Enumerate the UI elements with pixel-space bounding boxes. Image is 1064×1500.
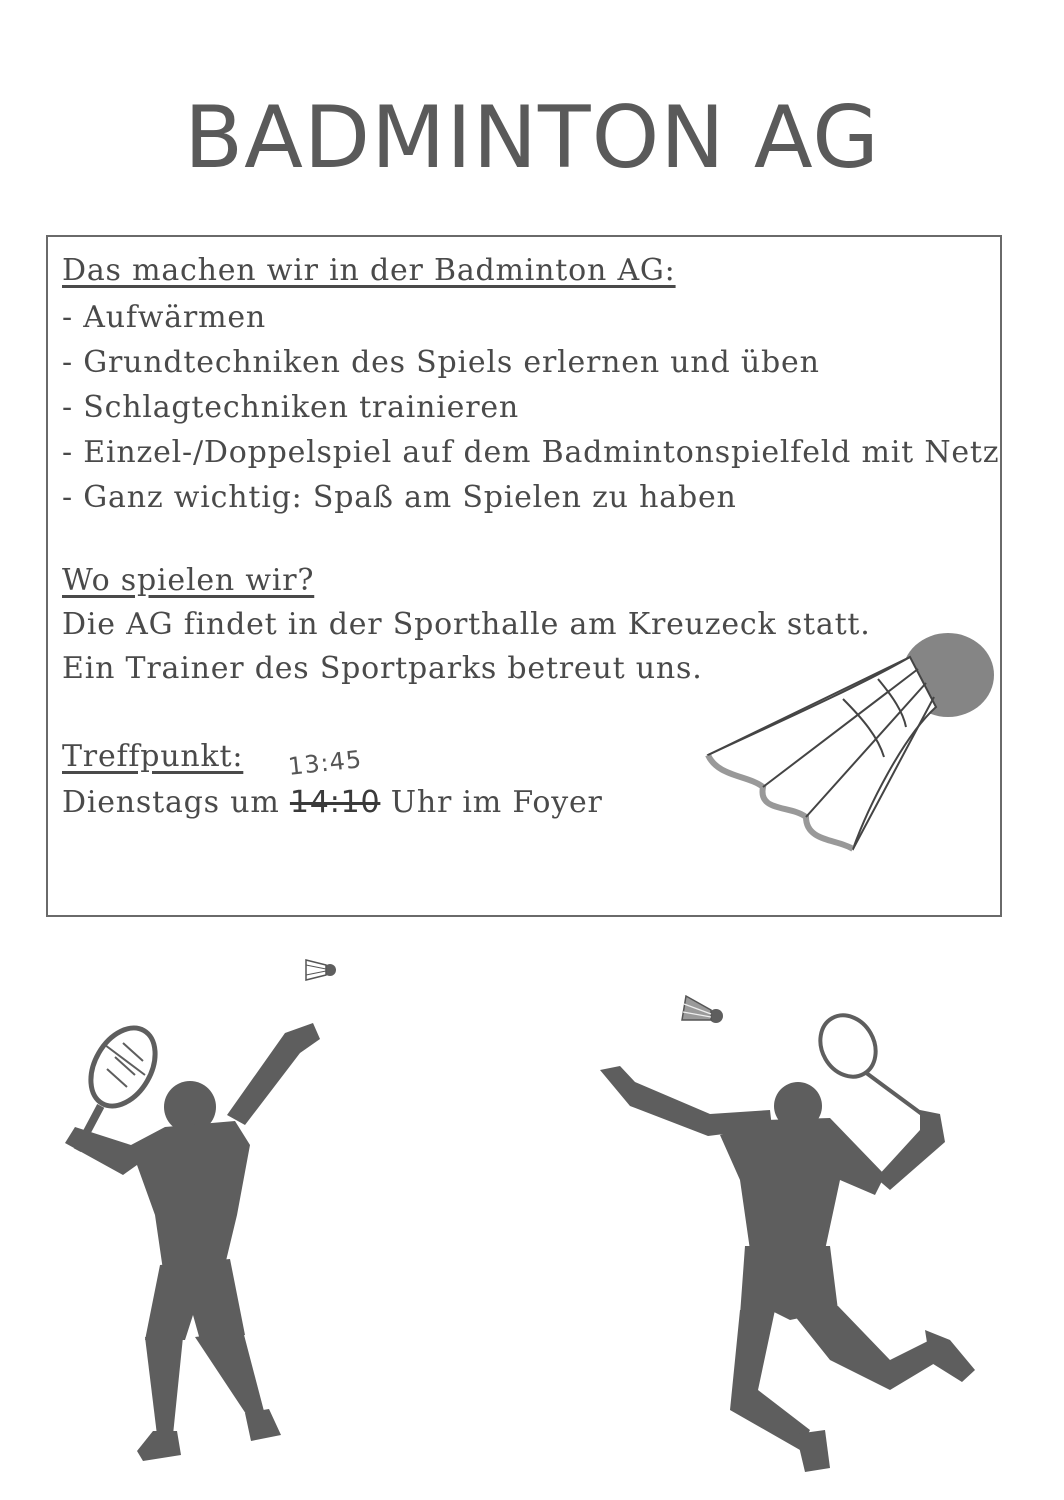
location-heading: Wo spielen wir? (62, 563, 315, 598)
list-item: - Schlagtechniken trainieren (62, 390, 520, 425)
list-item: - Ganz wichtig: Spaß am Spielen zu haben (62, 480, 737, 515)
list-item: - Einzel-/Doppelspiel auf dem Badmintonspielfeld mit Netz (62, 435, 1000, 470)
struck-time: 14:10 (289, 785, 381, 820)
meeting-suffix: Uhr im Foyer (390, 785, 603, 820)
page-title: BADMINTON AG (184, 88, 880, 188)
list-item: - Aufwärmen (62, 300, 266, 335)
activities-heading: Das machen wir in der Badminton AG: (62, 253, 676, 288)
info-box (46, 235, 1002, 917)
location-line-1: Die AG findet in der Sporthalle am Kreuzeck statt. (62, 607, 871, 642)
meeting-prefix: Dienstags um (62, 785, 280, 820)
meeting-line (62, 785, 603, 820)
handwritten-time: 13:45 (286, 745, 364, 781)
player-silhouette-left (45, 1015, 375, 1475)
shuttlecock-icon (300, 955, 340, 985)
list-item: - Grundtechniken des Spiels erlernen und üben (62, 345, 820, 380)
location-line-2: Ein Trainer des Sportparks betreut uns. (62, 651, 703, 686)
meeting-heading: Treffpunkt: (62, 739, 244, 774)
shuttlecock-icon (678, 627, 998, 877)
player-silhouette-right (590, 1010, 1010, 1480)
activities-list (62, 295, 999, 520)
